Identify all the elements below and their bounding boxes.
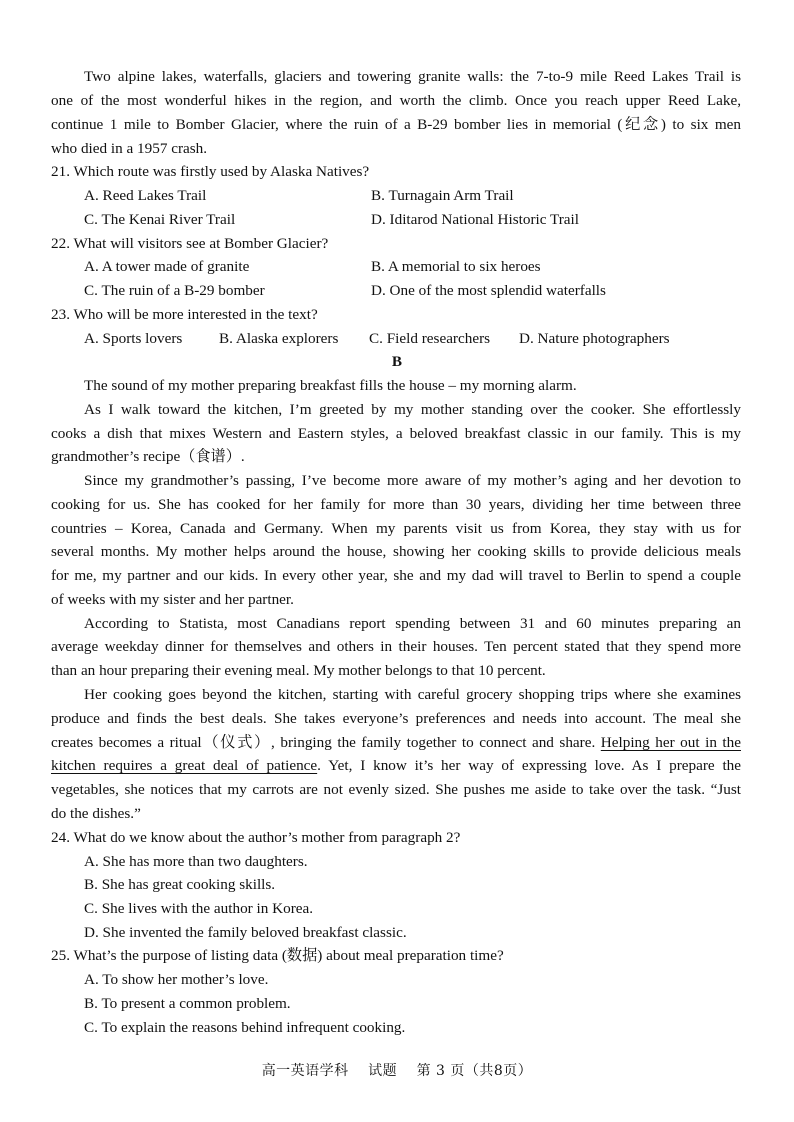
passage-b-p2-line: As I walk toward the kitchen, I’m greeted by my mother standing over the cooker. She effortlessly [84, 401, 741, 418]
q24-option-b: B. She has great cooking skills. [84, 876, 276, 893]
passage-b-p5-line: do the dishes.” [51, 805, 141, 822]
passage-b-p5-line [51, 733, 741, 753]
passage-b-p2-line: grandmother’s recipe（食谱）. [51, 448, 245, 465]
passage-b-p3-line: countries – Korea, Canada and Germany. When my parents visit us from Korea, they stay with us for [51, 520, 741, 537]
passage-b-p5-line: vegetables, she notices that my carrots are not evenly sized. She pushes me aside to take over the task. “Just [51, 781, 741, 798]
q25-option-a: A. To show her mother’s love. [84, 971, 269, 988]
page-footer: 高一英语学科 试题 第 3 页（共8页） [261, 1063, 533, 1079]
section-b-heading: B [391, 353, 403, 370]
question-23-stem: 23. Who will be more interested in the text? [51, 306, 318, 323]
passage-b-p3-line: of weeks with my sister and her partner. [51, 591, 294, 608]
q21-option-d: D. Iditarod National Historic Trail [371, 211, 579, 228]
q24-option-c: C. She lives with the author in Korea. [84, 900, 314, 917]
p5-line4-text: . Yet, I know it’s her way of expressing love. As I prepare the [317, 757, 741, 774]
q22-option-b: B. A memorial to six heroes [371, 258, 541, 275]
q25-option-c: C. To explain the reasons behind infrequent cooking. [84, 1019, 406, 1036]
question-25-stem: 25. What’s the purpose of listing data (数据) about meal preparation time? [51, 947, 504, 964]
q22-option-c: C. The ruin of a B-29 bomber [84, 282, 265, 299]
underlined-sentence-part1: Helping her out in the [600, 734, 741, 751]
q23-option-d: D. Nature photographers [519, 330, 670, 347]
q24-option-d: D. She invented the family beloved breakfast classic. [84, 924, 407, 941]
underlined-sentence-part2: kitchen requires a great deal of patience [51, 757, 318, 774]
q21-option-c: C. The Kenai River Trail [84, 211, 236, 228]
q22-option-d: D. One of the most splendid waterfalls [371, 282, 606, 299]
passage-b-p3-line: several months. My mother helps around the house, showing her cooking skills to provide delicious meals [51, 543, 741, 560]
passage-b-p4-line: According to Statista, most Canadians report spending between 31 and 60 minutes preparing an [84, 615, 741, 632]
passage-b-p3-line: for me, my partner and our kids. In every other year, she and my dad will travel to Berlin to spend a couple [51, 567, 741, 584]
q21-option-a: A. Reed Lakes Trail [84, 187, 207, 204]
passage-b-p3-line: cooking for us. She has cooked for her family for more than 30 years, dividing her time between three [51, 496, 741, 513]
passage-b-p4-line: average weekday dinner for themselves and others in their houses. Ten percent stated that they spend more [51, 638, 741, 655]
passage-b-p2-line: cooks a dish that mixes Western and Eastern styles, a beloved breakfast classic in our family. This is my [51, 425, 741, 442]
passage-a-line: one of the most wonderful hikes in the region, and worth the climb. Once you reach upper Reed Lake, [51, 92, 741, 109]
q23-option-b: B. Alaska explorers [219, 330, 339, 347]
question-22-stem: 22. What will visitors see at Bomber Glacier? [51, 235, 329, 252]
question-24-stem: 24. What do we know about the author’s mother from paragraph 2? [51, 829, 461, 846]
q23-option-a: A. Sports lovers [84, 330, 183, 347]
q24-option-a: A. She has more than two daughters. [84, 853, 308, 870]
q23-option-c: C. Field researchers [369, 330, 491, 347]
passage-b-p5-line: Her cooking goes beyond the kitchen, starting with careful grocery shopping trips where she examines [84, 686, 741, 703]
passage-a-line: Two alpine lakes, waterfalls, glaciers and towering granite walls: the 7-to-9 mile Reed Lakes Trail is [84, 68, 741, 85]
q22-option-a: A. A tower made of granite [84, 258, 250, 275]
passage-a-line: continue 1 mile to Bomber Glacier, where the ruin of a B-29 bomber lies in memorial (纪念) to six men [51, 116, 741, 133]
passage-b-p1-line: The sound of my mother preparing breakfast fills the house – my morning alarm. [84, 377, 577, 394]
passage-b-p5-line [51, 756, 741, 776]
q25-option-b: B. To present a common problem. [84, 995, 291, 1012]
question-21-stem: 21. Which route was firstly used by Alaska Natives? [51, 163, 370, 180]
p5-line3-text: creates becomes a ritual（仪式）, bringing the family together to connect and share. [51, 734, 601, 751]
q21-option-b: B. Turnagain Arm Trail [371, 187, 514, 204]
passage-b-p4-line: than an hour preparing their evening meal. My mother belongs to that 10 percent. [51, 662, 546, 679]
passage-b-p5-line: produce and finds the best deals. She takes everyone’s preferences and needs into account. The meal she [51, 710, 741, 727]
passage-a-line: who died in a 1957 crash. [51, 140, 208, 157]
passage-b-p3-line: Since my grandmother’s passing, I’ve become more aware of my mother’s aging and her devotion to [84, 472, 741, 489]
